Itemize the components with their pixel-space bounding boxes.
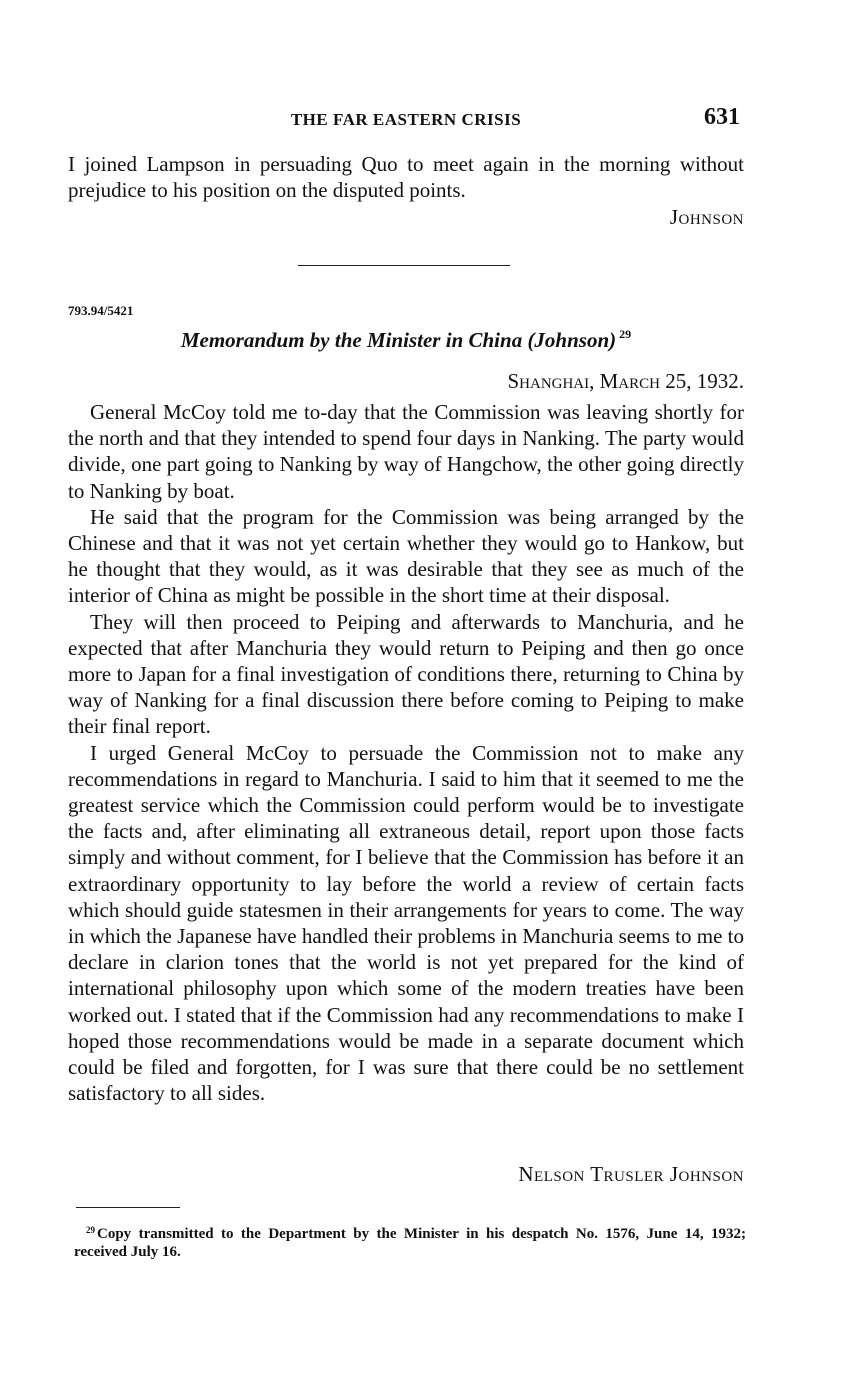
signature-name: Johnson [669, 205, 744, 229]
paragraph: They will then proceed to Peiping and afterwards to Manchuria, and he expected that after Manchuria they would return to Peiping and then go once more to Japan for a final investigation of conditions there, returning to China by way of Nanking for a final discussion there before coming to Peiping to make their final report. [68, 609, 744, 739]
dateline [507, 369, 744, 394]
document-title-text: Memorandum by the Minister in China (Johnson) [180, 328, 617, 352]
memorandum-body [68, 399, 744, 1106]
running-title: THE FAR EASTERN CRISIS [290, 110, 522, 129]
page-number: 631 [704, 104, 740, 130]
dateline-text: Shanghai, March 25, 1932. [507, 369, 744, 393]
footnote-text: Copy transmitted to the Department by the Minister in his despatch No. 1576, June 14, 1932; received July 16. [74, 1226, 746, 1260]
footnote [74, 1221, 746, 1261]
paragraph: General McCoy told me to-day that the Commission was leaving shortly for the north and that they intended to spend four days in Nanking. The party would divide, one part going to Nanking by way of Hangchow, the other going directly to Nanking by boat. [68, 400, 744, 503]
document-title [68, 327, 744, 353]
footnote-reference: 29 [619, 327, 632, 341]
paragraph: I urged General McCoy to persuade the Commission not to make any recommendations in regard to Manchuria. I said to him that it seemed to me the greatest service which the Commission could perform would be to investigate the facts and, after eliminating all extraneous detail, report upon those facts simply and without comment, for I believe that the Commission has before it an extraordinary opportunity to lay before the world a review of certain facts which should guide statesmen in their arrangements for years to come. The way in which the Japanese have handled their problems in Manchuria seems to me to declare in clarion tones that the world is not yet prepared for the kind of international philosophy upon which some of the modern treaties have been worked out. I stated that if the Commission had any recommendations to make I hoped those recommendations would be made in a separate document which could be filed and forgotten, for I was sure that there could be no settlement satisfactory to all sides. [68, 740, 744, 1106]
continuation-signature [68, 204, 744, 232]
paragraph: He said that the program for the Commission was being arranged by the Chinese and that it was not yet certain whether they would go to Hankow, but he thought that they would, as it was desirable that they see as much of the interior of China as might be possible in the short time at their disposal. [68, 504, 744, 608]
continuation-text: I joined Lampson in persuading Quo to meet again in the morning without prejudice to his position on the disputed points. [68, 152, 744, 203]
continuation-paragraph [68, 151, 744, 203]
running-head [68, 106, 744, 136]
memorandum-signature [68, 1161, 744, 1189]
footnote-rule [76, 1207, 180, 1208]
section-separator [298, 265, 510, 266]
signature-name: Nelson Trusler Johnson [518, 1162, 744, 1186]
footnote-mark: 29 [86, 1225, 95, 1235]
file-number: 793.94/5421 [68, 303, 134, 318]
